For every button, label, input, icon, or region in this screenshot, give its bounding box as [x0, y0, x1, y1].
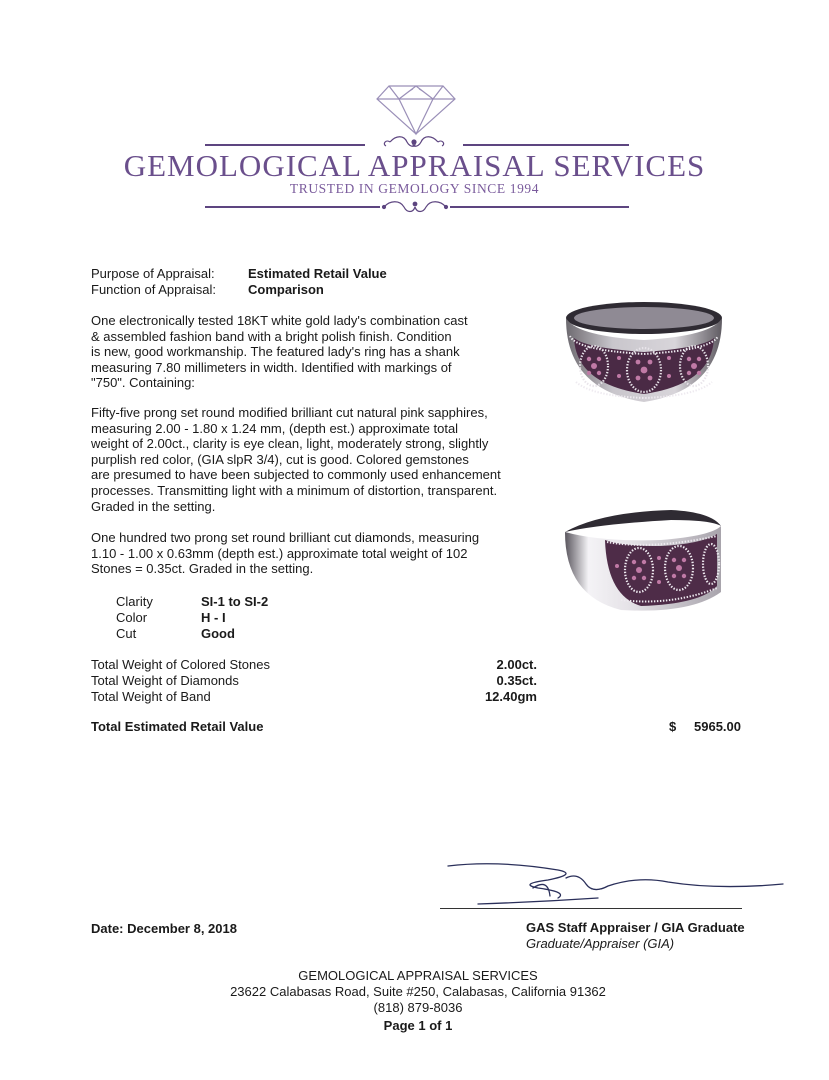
grade-label-color: Color: [116, 610, 148, 625]
diamond-line: Stones = 0.35ct. Graded in the setting.: [91, 561, 314, 577]
header-rule-lower-right: [450, 206, 629, 208]
bottom-flourish-ornament: [376, 198, 454, 216]
purpose-value: Estimated Retail Value: [248, 266, 387, 281]
company-tagline: TRUSTED IN GEMOLOGY SINCE 1994: [289, 181, 540, 196]
appraiser-subtitle: Graduate/Appraiser (GIA): [526, 936, 675, 951]
header-rule-lower-left: [205, 206, 380, 208]
description-line: is new, good workmanship. The featured lady's ring has a shank: [91, 344, 460, 360]
ring-photo-front: [562, 296, 727, 410]
company-name: GEMOLOGICAL APPRAISAL SERVICES: [123, 148, 706, 183]
weight-label-band: Total Weight of Band: [91, 689, 211, 704]
sapphire-line: weight of 2.00ct., clarity is eye clean, light, moderately strong, slightly: [91, 436, 489, 452]
description-line: measuring 7.80 millimeters in width. Identified with markings of: [91, 359, 452, 375]
diamond-description: [91, 530, 541, 577]
total-currency: $: [669, 719, 677, 734]
header-rule-upper: [205, 144, 365, 146]
description-line: "750". Containing:: [91, 375, 195, 391]
footer-phone: (818) 879-8036: [373, 1000, 463, 1015]
total-amount: 5965.00: [694, 719, 741, 734]
ring-photo-angled: [561, 506, 726, 616]
weight-value-colored-stones: 2.00ct.: [496, 657, 537, 672]
sapphire-line: Fifty-five prong set round modified brilliant cut natural pink sapphires,: [91, 405, 488, 420]
appraiser-title: GAS Staff Appraiser / GIA Graduate: [526, 920, 745, 935]
function-label: Function of Appraisal:: [91, 282, 217, 297]
purpose-label: Purpose of Appraisal:: [91, 266, 215, 281]
diamond-line: 1.10 - 1.00 x 0.63mm (depth est.) approximate total weight of 102: [91, 545, 468, 561]
footer-page-number: Page 1 of 1: [383, 1018, 453, 1033]
grade-value-cut: Good: [201, 626, 235, 641]
function-value: Comparison: [248, 282, 324, 297]
weight-value-diamonds: 0.35ct.: [496, 673, 537, 688]
item-description: [91, 313, 541, 391]
grade-value-color: H - I: [201, 610, 226, 625]
total-label: Total Estimated Retail Value: [91, 719, 264, 734]
sapphire-line: measuring 2.00 - 1.80 x 1.24 mm, (depth est.) approximate total: [91, 420, 459, 436]
description-line: & assembled fashion band with a bright polish finish. Condition: [91, 328, 452, 344]
weight-label-diamonds: Total Weight of Diamonds: [91, 673, 239, 688]
appraiser-signature: [438, 858, 788, 913]
sapphire-line: processes. Transmitting light with a minimum of distortion, transparent.: [91, 482, 498, 498]
header-rule-upper-right: [463, 144, 629, 146]
sapphire-description: [91, 405, 531, 514]
footer-address: 23622 Calabasas Road, Suite #250, Calabasas, California 91362: [230, 984, 606, 999]
sapphire-line: Graded in the setting.: [91, 498, 216, 514]
footer-company: GEMOLOGICAL APPRAISAL SERVICES: [298, 968, 538, 983]
sapphire-line: purplish red color, (GIA slpR 3/4), cut is good. Colored gemstones: [91, 451, 469, 467]
grade-label-clarity: Clarity: [116, 594, 153, 609]
signature-line: [440, 908, 742, 909]
diamond-line: One hundred two prong set round brilliant cut diamonds, measuring: [91, 530, 480, 545]
grade-value-clarity: SI-1 to SI-2: [201, 594, 269, 609]
sapphire-line: are presumed to have been subjected to commonly used enhancement: [91, 467, 501, 483]
grade-label-cut: Cut: [116, 626, 137, 641]
logo-diamond-icon: [375, 84, 457, 136]
appraisal-date: Date: December 8, 2018: [91, 921, 237, 936]
description-line: One electronically tested 18KT white gold lady's combination cast: [91, 313, 468, 328]
weight-label-colored-stones: Total Weight of Colored Stones: [91, 657, 270, 672]
weight-value-band: 12.40gm: [484, 689, 537, 704]
